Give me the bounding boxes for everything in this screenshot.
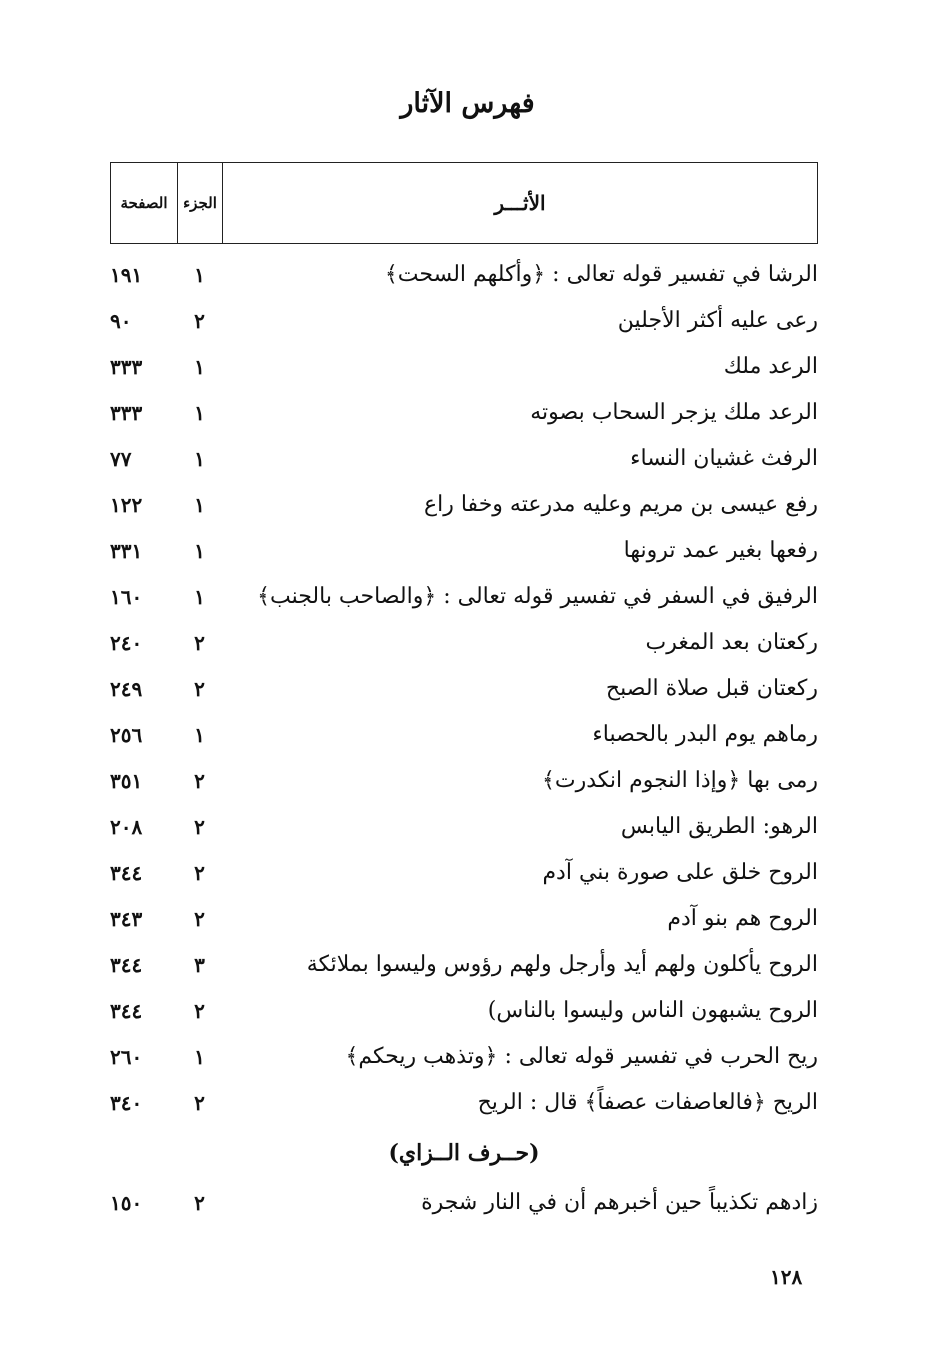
row-text: الرعد ملك يزجر السحاب بصوته bbox=[530, 400, 818, 425]
row-volume: ٢ bbox=[194, 309, 205, 333]
row-volume: ٣ bbox=[194, 953, 205, 977]
index-row bbox=[110, 436, 818, 482]
row-page: ٩٠ bbox=[110, 309, 132, 333]
row-page: ٣٣١ bbox=[110, 539, 143, 563]
header-volume-column: الجزء bbox=[178, 163, 223, 243]
index-row bbox=[110, 528, 818, 574]
index-rows-zay bbox=[110, 1180, 818, 1226]
row-text: رفع عيسى بن مريم وعليه مدرعته وخفا راع bbox=[424, 492, 818, 517]
row-text: الرفيق في السفر في تفسير قوله تعالى : ﴿والصاحب بالجنب﴾ bbox=[257, 584, 818, 609]
index-row bbox=[110, 712, 818, 758]
row-page: ١٥٠ bbox=[110, 1191, 143, 1215]
row-page: ١٢٢ bbox=[110, 493, 143, 517]
row-text: زادهم تكذيباً حين أخبرهم أن في النار شجرة bbox=[421, 1190, 818, 1215]
row-text: الروح خلق على صورة بني آدم bbox=[542, 860, 818, 885]
row-volume: ٢ bbox=[194, 1091, 205, 1115]
page-title: فهرس الآثار bbox=[400, 88, 535, 119]
row-page: ٣٤٠ bbox=[110, 1091, 143, 1115]
index-row bbox=[110, 574, 818, 620]
row-volume: ٢ bbox=[194, 769, 205, 793]
row-text: الرهو: الطريق اليابس bbox=[620, 814, 818, 839]
row-page: ٢٦٠ bbox=[110, 1045, 143, 1069]
index-row bbox=[110, 298, 818, 344]
row-volume: ١ bbox=[194, 493, 205, 517]
row-text: الروح يأكلون ولهم أيد وأرجل ولهم رؤوس وليسوا بملائكة bbox=[306, 952, 818, 977]
index-row bbox=[110, 666, 818, 712]
row-text: الريح ﴿فالعاصفات عصفاً﴾ قال : الريح bbox=[477, 1090, 818, 1115]
index-row bbox=[110, 1180, 818, 1226]
row-volume: ١ bbox=[194, 723, 205, 747]
row-page: ٢٤٩ bbox=[110, 677, 143, 701]
row-page: ٣٤٤ bbox=[110, 999, 143, 1023]
index-row bbox=[110, 942, 818, 988]
index-row bbox=[110, 988, 818, 1034]
index-row bbox=[110, 1034, 818, 1080]
header-page-column: الصفحة bbox=[111, 163, 178, 243]
row-page: ١٩١ bbox=[110, 263, 143, 287]
row-text: الرعد ملك bbox=[723, 354, 818, 379]
row-volume: ١ bbox=[194, 447, 205, 471]
row-volume: ٢ bbox=[194, 999, 205, 1023]
index-table-header bbox=[110, 162, 818, 244]
row-volume: ١ bbox=[194, 539, 205, 563]
row-text: رمى بها ﴿وإذا النجوم انكدرت﴾ bbox=[541, 768, 818, 793]
index-row bbox=[110, 804, 818, 850]
index-row bbox=[110, 850, 818, 896]
row-page: ٣٣٣ bbox=[110, 401, 143, 425]
section-heading-zay: (حــرف الــزاي) bbox=[388, 1140, 540, 1166]
row-page: ٣٤٣ bbox=[110, 907, 143, 931]
index-rows bbox=[110, 252, 818, 1126]
index-row bbox=[110, 252, 818, 298]
index-row bbox=[110, 344, 818, 390]
index-row bbox=[110, 1080, 818, 1126]
row-text: الرفث غشيان النساء bbox=[630, 446, 818, 471]
row-volume: ٢ bbox=[194, 1191, 205, 1215]
row-text: ركعتان بعد المغرب bbox=[645, 630, 818, 655]
index-row bbox=[110, 620, 818, 666]
row-volume: ٢ bbox=[194, 677, 205, 701]
row-volume: ١ bbox=[194, 263, 205, 287]
row-volume: ٢ bbox=[194, 631, 205, 655]
row-page: ٢٥٦ bbox=[110, 723, 143, 747]
row-volume: ٢ bbox=[194, 815, 205, 839]
row-volume: ٢ bbox=[194, 907, 205, 931]
row-text: الروح يشبهون الناس وليسوا بالناس) bbox=[487, 998, 818, 1023]
row-text: الروح هم بنو آدم bbox=[667, 906, 818, 931]
row-text: ريح الحرب في تفسير قوله تعالى : ﴿وتذهب ريحكم﴾ bbox=[345, 1044, 818, 1069]
row-volume: ١ bbox=[194, 401, 205, 425]
row-text: ركعتان قبل صلاة الصبح bbox=[605, 676, 818, 701]
index-row bbox=[110, 758, 818, 804]
row-page: ١٦٠ bbox=[110, 585, 143, 609]
row-page: ٣٤٤ bbox=[110, 861, 143, 885]
row-volume: ١ bbox=[194, 585, 205, 609]
row-page: ٣٤٤ bbox=[110, 953, 143, 977]
row-page: ٧٧ bbox=[110, 447, 132, 471]
row-volume: ١ bbox=[194, 1045, 205, 1069]
row-text: رماهم يوم البدر بالحصباء bbox=[592, 722, 818, 747]
row-page: ٢٤٠ bbox=[110, 631, 143, 655]
row-volume: ١ bbox=[194, 355, 205, 379]
header-athar-column: الأثـــر bbox=[494, 191, 546, 215]
row-volume: ٢ bbox=[194, 861, 205, 885]
row-page: ٢٠٨ bbox=[110, 815, 143, 839]
row-text: رفعها بغير عمد ترونها bbox=[623, 538, 818, 563]
row-text: الرشا في تفسير قوله تعالى : ﴿وأكلهم السحت﴾ bbox=[384, 262, 818, 287]
row-page: ٣٣٣ bbox=[110, 355, 143, 379]
index-row bbox=[110, 482, 818, 528]
row-page: ٣٥١ bbox=[110, 769, 143, 793]
index-row bbox=[110, 896, 818, 942]
page-number: ١٢٨ bbox=[770, 1265, 803, 1289]
index-row bbox=[110, 390, 818, 436]
row-text: رعى عليه أكثر الأجلين bbox=[617, 308, 818, 333]
